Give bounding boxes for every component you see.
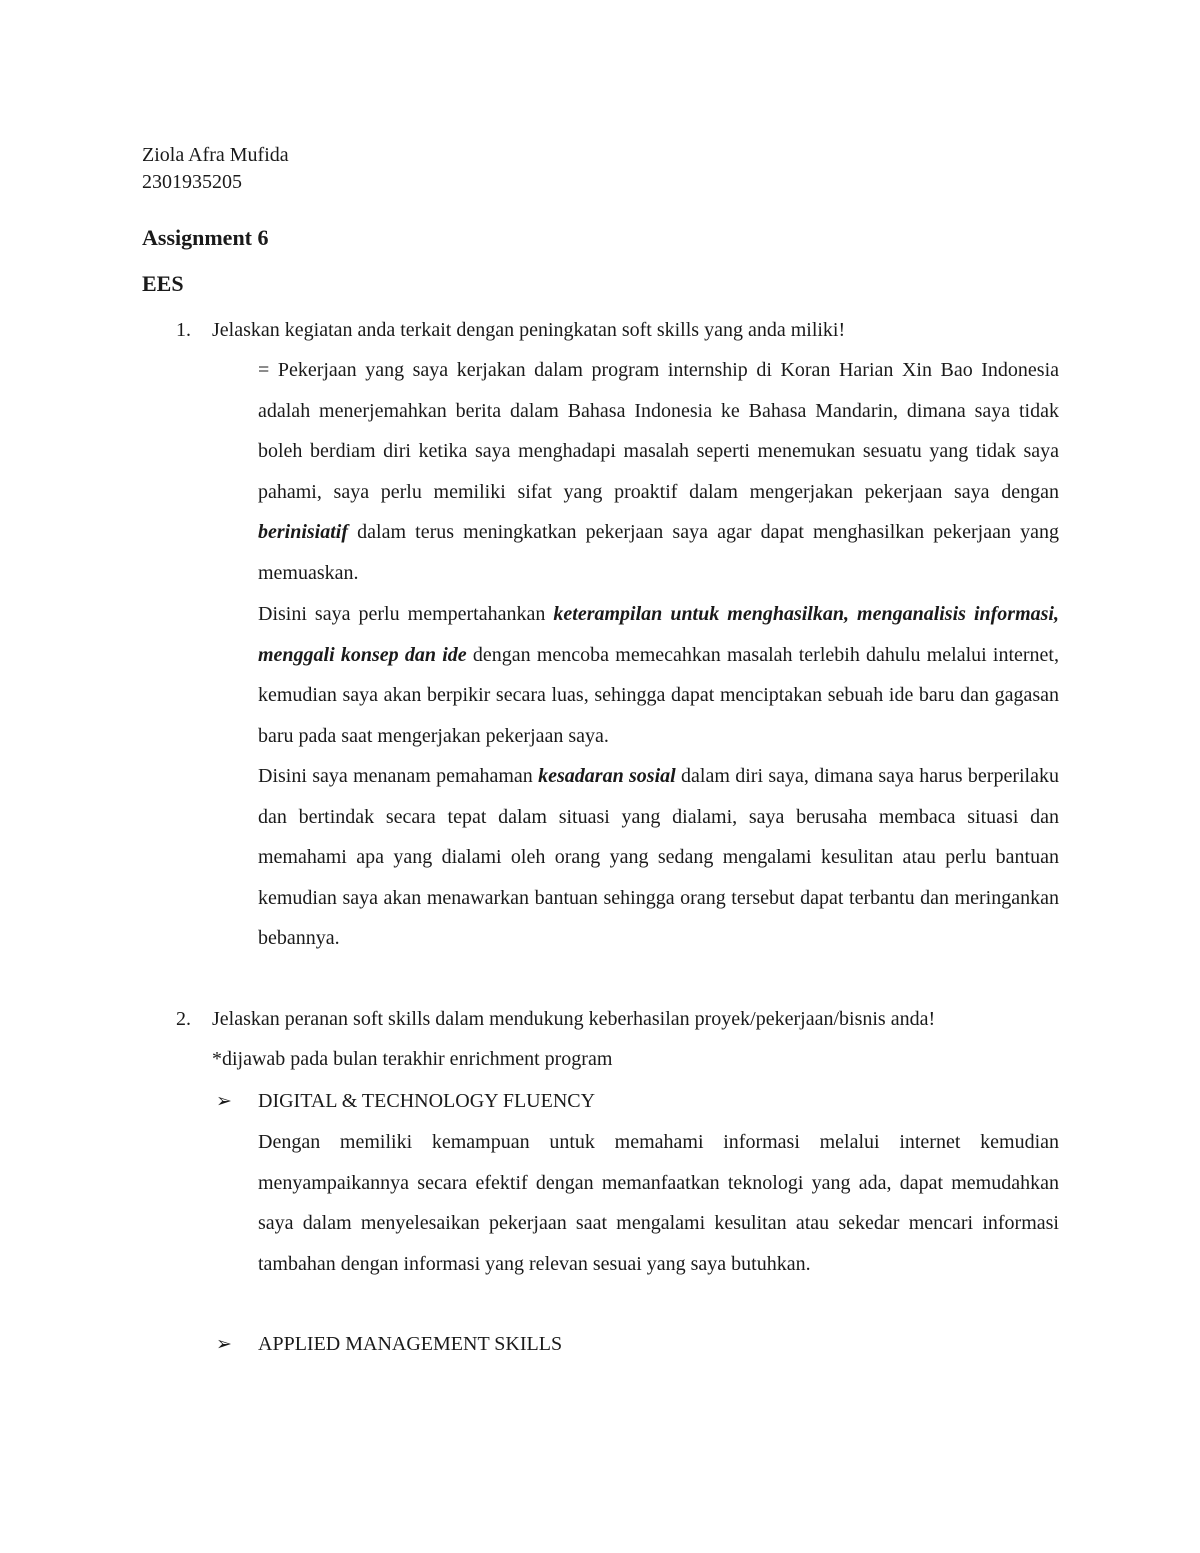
- question-2-note: *dijawab pada bulan terakhir enrichment program: [212, 1048, 613, 1070]
- question-1-answer: [258, 350, 1059, 594]
- student-id: 2301935205: [142, 171, 242, 193]
- answer-1-part-a: = Pekerjaan yang saya kerjakan dalam program internship di Koran Harian Xin Bao Indonesia adalah menerjemahkan berita dalam Bahasa Indonesia ke Bahasa Mandarin, dimana saya tidak boleh berdiam diri ketika saya menghadapi masalah seperti menemukan sesuatu yang tidak saya pahami, saya perlu memiliki sifat yang proaktif dalam mengerjakan pekerjaan saya dengan: [258, 359, 1059, 503]
- question-1-text: Jelaskan kegiatan anda terkait dengan peningkatan soft skills yang anda miliki!: [212, 319, 846, 341]
- answer-2-part-a: Disini saya perlu mempertahankan: [258, 603, 554, 625]
- bullet-item-title: APPLIED MANAGEMENT SKILLS: [258, 1333, 563, 1355]
- answer-2-part-b: dengan mencoba memecahkan masalah terlebih dahulu melalui internet, kemudian saya akan berpikir secara luas, sehingga dapat menciptakan sebuah ide baru dan gagasan baru pada saat mengerjakan pekerjaan saya.: [258, 643, 1059, 747]
- bullet-item-body: Dengan memiliki kemampuan untuk memahami informasi melalui internet kemudian menyampaikannya secara efektif dengan memanfaatkan teknologi yang ada, dapat memudahkan saya dalam menyelesaikan pekerjaan saat mengalami kesulitan atau sekedar mencari informasi tambahan dengan informasi yang relevan sesuai yang saya butuhkan.: [258, 1131, 1059, 1275]
- question-1-answer-paragraph-3: [258, 756, 1059, 959]
- question-1-number: 1.: [176, 319, 191, 341]
- question-2-text: Jelaskan peranan soft skills dalam mendukung keberhasilan proyek/pekerjaan/bisnis anda!: [212, 1008, 936, 1030]
- answer-3-emphasis: kesadaran sosial: [538, 765, 676, 787]
- arrow-bullet-icon: ➢: [216, 1090, 232, 1112]
- answer-3-part-a: Disini saya menanam pemahaman: [258, 765, 539, 787]
- answer-2-emphasis: keterampilan untuk menghasilkan, menganalisis informasi, menggali konsep dan ide: [258, 603, 1059, 666]
- question-2-number: 2.: [176, 1008, 191, 1030]
- answer-1-emphasis: berinisiatif: [258, 521, 349, 544]
- question-1-answer-paragraph-2: [258, 594, 1059, 756]
- answer-3-part-b: dalam diri saya, dimana saya harus berperilaku dan bertindak secara tepat dalam situasi yang dialami, saya berusaha membaca situasi dan memahami apa yang dialami oleh orang yang sedang mengalami kesulitan atau perlu bantuan kemudian saya akan menawarkan bantuan sehingga orang tersebut dapat terbantu dan meringankan bebannya.: [258, 765, 1059, 950]
- author-name: Ziola Afra Mufida: [142, 144, 289, 166]
- answer-1-part-b: dalam terus meningkatkan pekerjaan saya agar dapat menghasilkan pekerjaan yang memuaskan.: [258, 521, 1059, 584]
- arrow-bullet-icon: ➢: [216, 1333, 232, 1355]
- bullet-item-title: DIGITAL & TECHNOLOGY FLUENCY: [258, 1090, 596, 1112]
- assignment-title: Assignment 6: [142, 225, 269, 250]
- course-code-heading: EES: [142, 271, 184, 296]
